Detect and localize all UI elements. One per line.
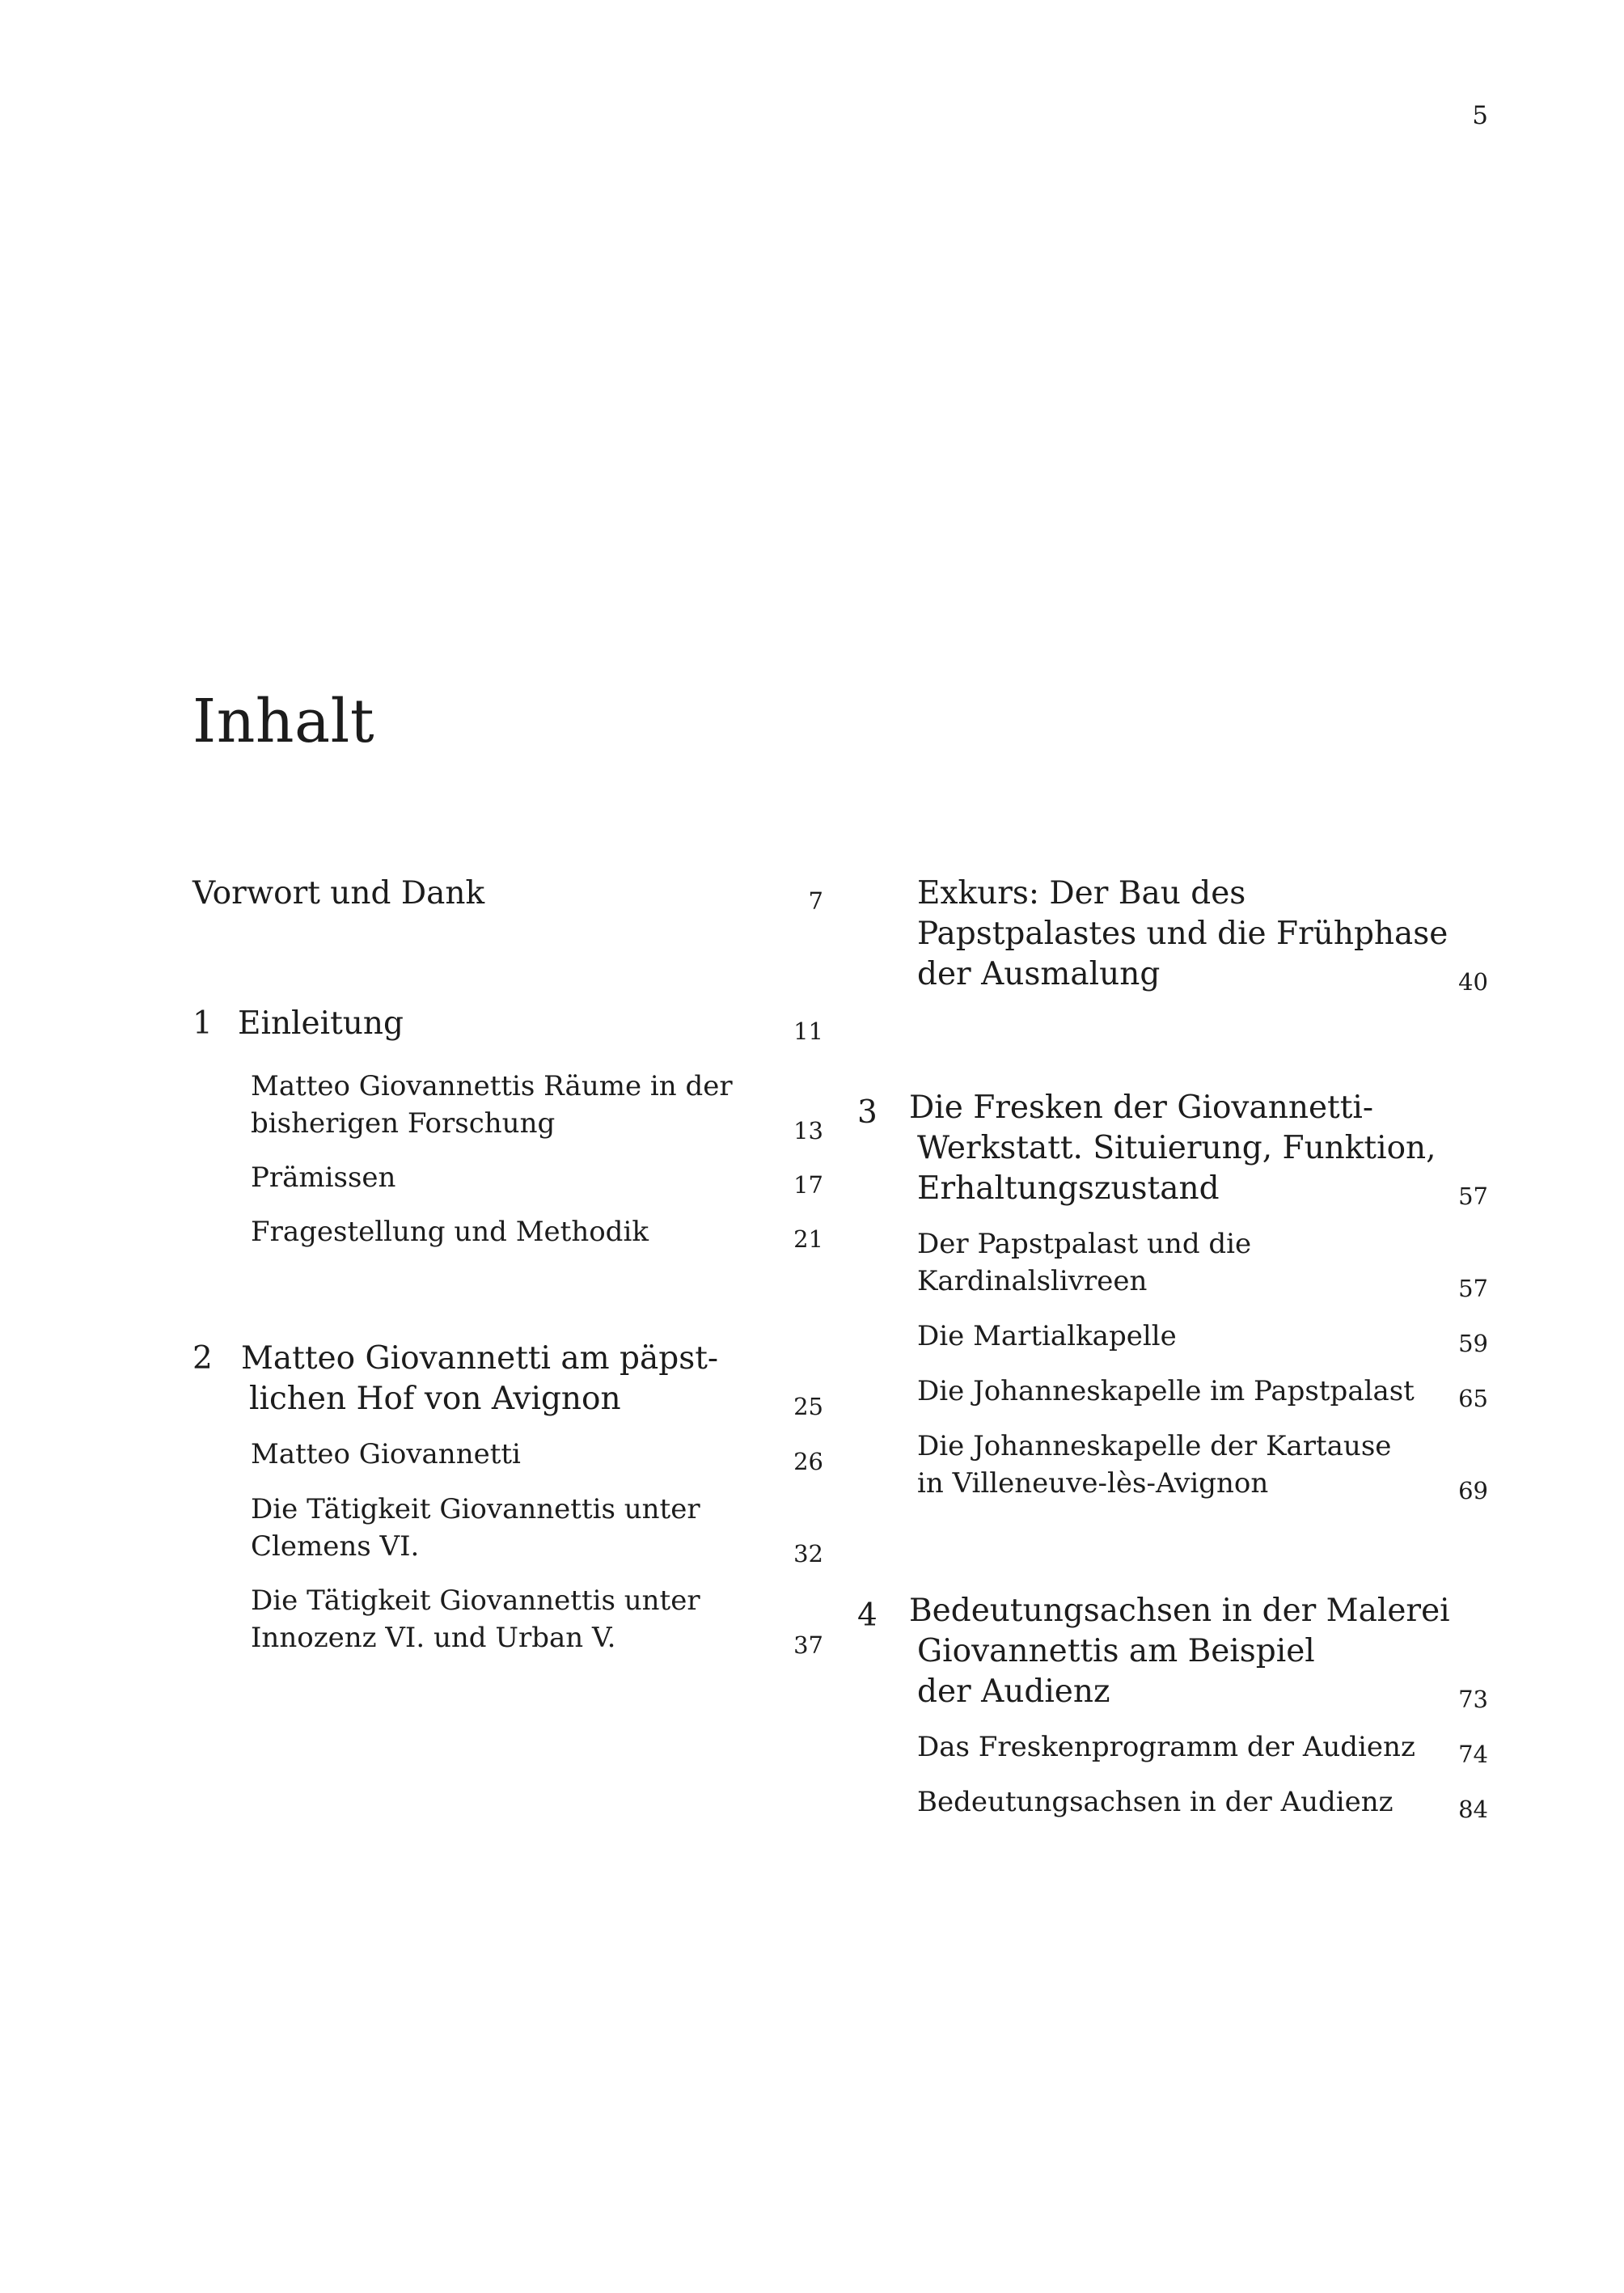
subentry-title <box>917 1428 1391 1502</box>
subentry-title <box>251 1213 649 1250</box>
entry-line: in Villeneuve-lès-Avignon <box>917 1467 1269 1500</box>
subentry-page-ref: 17 <box>793 1171 823 1199</box>
subentry-title <box>251 1491 700 1565</box>
chapter-page-ref: 25 <box>793 1393 823 1420</box>
subentry-page-ref: 32 <box>793 1540 823 1567</box>
subentry-title <box>917 1373 1415 1410</box>
subentry-title <box>917 1318 1177 1355</box>
entry-page-ref: 7 <box>808 887 823 915</box>
entry-line: Die Johanneskapelle der Kartause <box>917 1430 1392 1462</box>
entry-line: Giovannettis am Beispiel <box>917 1633 1315 1669</box>
entry-line: Die Fresken der Giovannetti- <box>909 1089 1374 1126</box>
subentry-page-ref: 57 <box>1458 1275 1488 1302</box>
entry-line: Vorwort und Dank <box>192 875 485 912</box>
entry-line: Die Tätigkeit Giovannettis unter <box>251 1493 700 1525</box>
subentry-title <box>917 1728 1415 1766</box>
subentry-title <box>251 1582 700 1656</box>
entry-line: Erhaltungszustand <box>917 1170 1220 1207</box>
entry-line: Die Johanneskapelle im Papstpalast <box>917 1375 1415 1407</box>
page-number: 5 <box>1472 101 1488 130</box>
subentry-page-ref: 13 <box>793 1117 823 1144</box>
entry-line: Die Tätigkeit Giovannettis unter <box>251 1584 700 1617</box>
entry-line: Fragestellung und Methodik <box>251 1216 649 1248</box>
entry-line: Matteo Giovannettis Räume in der <box>251 1070 733 1102</box>
subentry-page-ref: 37 <box>793 1631 823 1659</box>
entry-line: Exkurs: Der Bau des <box>917 875 1246 912</box>
entry-line: Die Martialkapelle <box>917 1320 1177 1352</box>
subentry-title <box>917 1225 1251 1300</box>
chapter-number: 3 <box>857 1094 878 1131</box>
entry-line: Werkstatt. Situierung, Funktion, <box>917 1130 1436 1166</box>
entry-line: Matteo Giovannetti <box>251 1438 521 1470</box>
chapter-page-ref: 11 <box>793 1017 823 1045</box>
entry-page-ref: 40 <box>1458 968 1488 996</box>
chapter-title <box>909 1088 1436 1209</box>
entry-line: Innozenz VI. und Urban V. <box>251 1622 616 1654</box>
chapter-number: 1 <box>192 1005 213 1042</box>
entry-line: Einleitung <box>238 1005 404 1042</box>
subentry-page-ref: 65 <box>1458 1385 1488 1412</box>
chapter-title <box>241 1339 718 1419</box>
entry-title <box>192 874 484 914</box>
subentry-page-ref: 84 <box>1458 1796 1488 1823</box>
entry-line: Das Freskenprogramm der Audienz <box>917 1731 1415 1763</box>
entry-line: Der Papstpalast und die <box>917 1228 1252 1260</box>
entry-line: Bedeutungsachsen in der Audienz <box>917 1786 1394 1818</box>
entry-line: bisherigen Forschung <box>251 1107 556 1140</box>
entry-line: Kardinalslivreen <box>917 1265 1148 1297</box>
entry-line: lichen Hof von Avignon <box>249 1381 621 1417</box>
subentry-page-ref: 69 <box>1458 1477 1488 1504</box>
chapter-number: 4 <box>857 1597 878 1634</box>
subentry-page-ref: 21 <box>793 1225 823 1253</box>
entry-line: Prämissen <box>251 1161 396 1194</box>
chapter-number: 2 <box>192 1340 213 1377</box>
subentry-page-ref: 26 <box>793 1448 823 1475</box>
chapter-page-ref: 57 <box>1458 1182 1488 1210</box>
subentry-page-ref: 59 <box>1458 1330 1488 1357</box>
entry-line: Bedeutungsachsen in der Malerei <box>909 1593 1450 1629</box>
chapter-page-ref: 73 <box>1458 1686 1488 1713</box>
page-title: Inhalt <box>192 687 375 756</box>
subentry-title <box>251 1436 521 1473</box>
entry-line: Matteo Giovannetti am päpst- <box>241 1340 719 1377</box>
subentry-title <box>251 1159 395 1196</box>
entry-title <box>917 874 1448 995</box>
subentry-title <box>917 1783 1394 1821</box>
entry-line: Clemens VI. <box>251 1530 420 1563</box>
entry-line: Papstpalastes und die Frühphase <box>917 916 1448 952</box>
entry-line: der Ausmalung <box>917 956 1161 992</box>
entry-line: der Audienz <box>917 1673 1110 1710</box>
chapter-title <box>909 1591 1450 1712</box>
subentry-page-ref: 74 <box>1458 1741 1488 1768</box>
chapter-title <box>238 1004 404 1044</box>
subentry-title <box>251 1068 733 1142</box>
